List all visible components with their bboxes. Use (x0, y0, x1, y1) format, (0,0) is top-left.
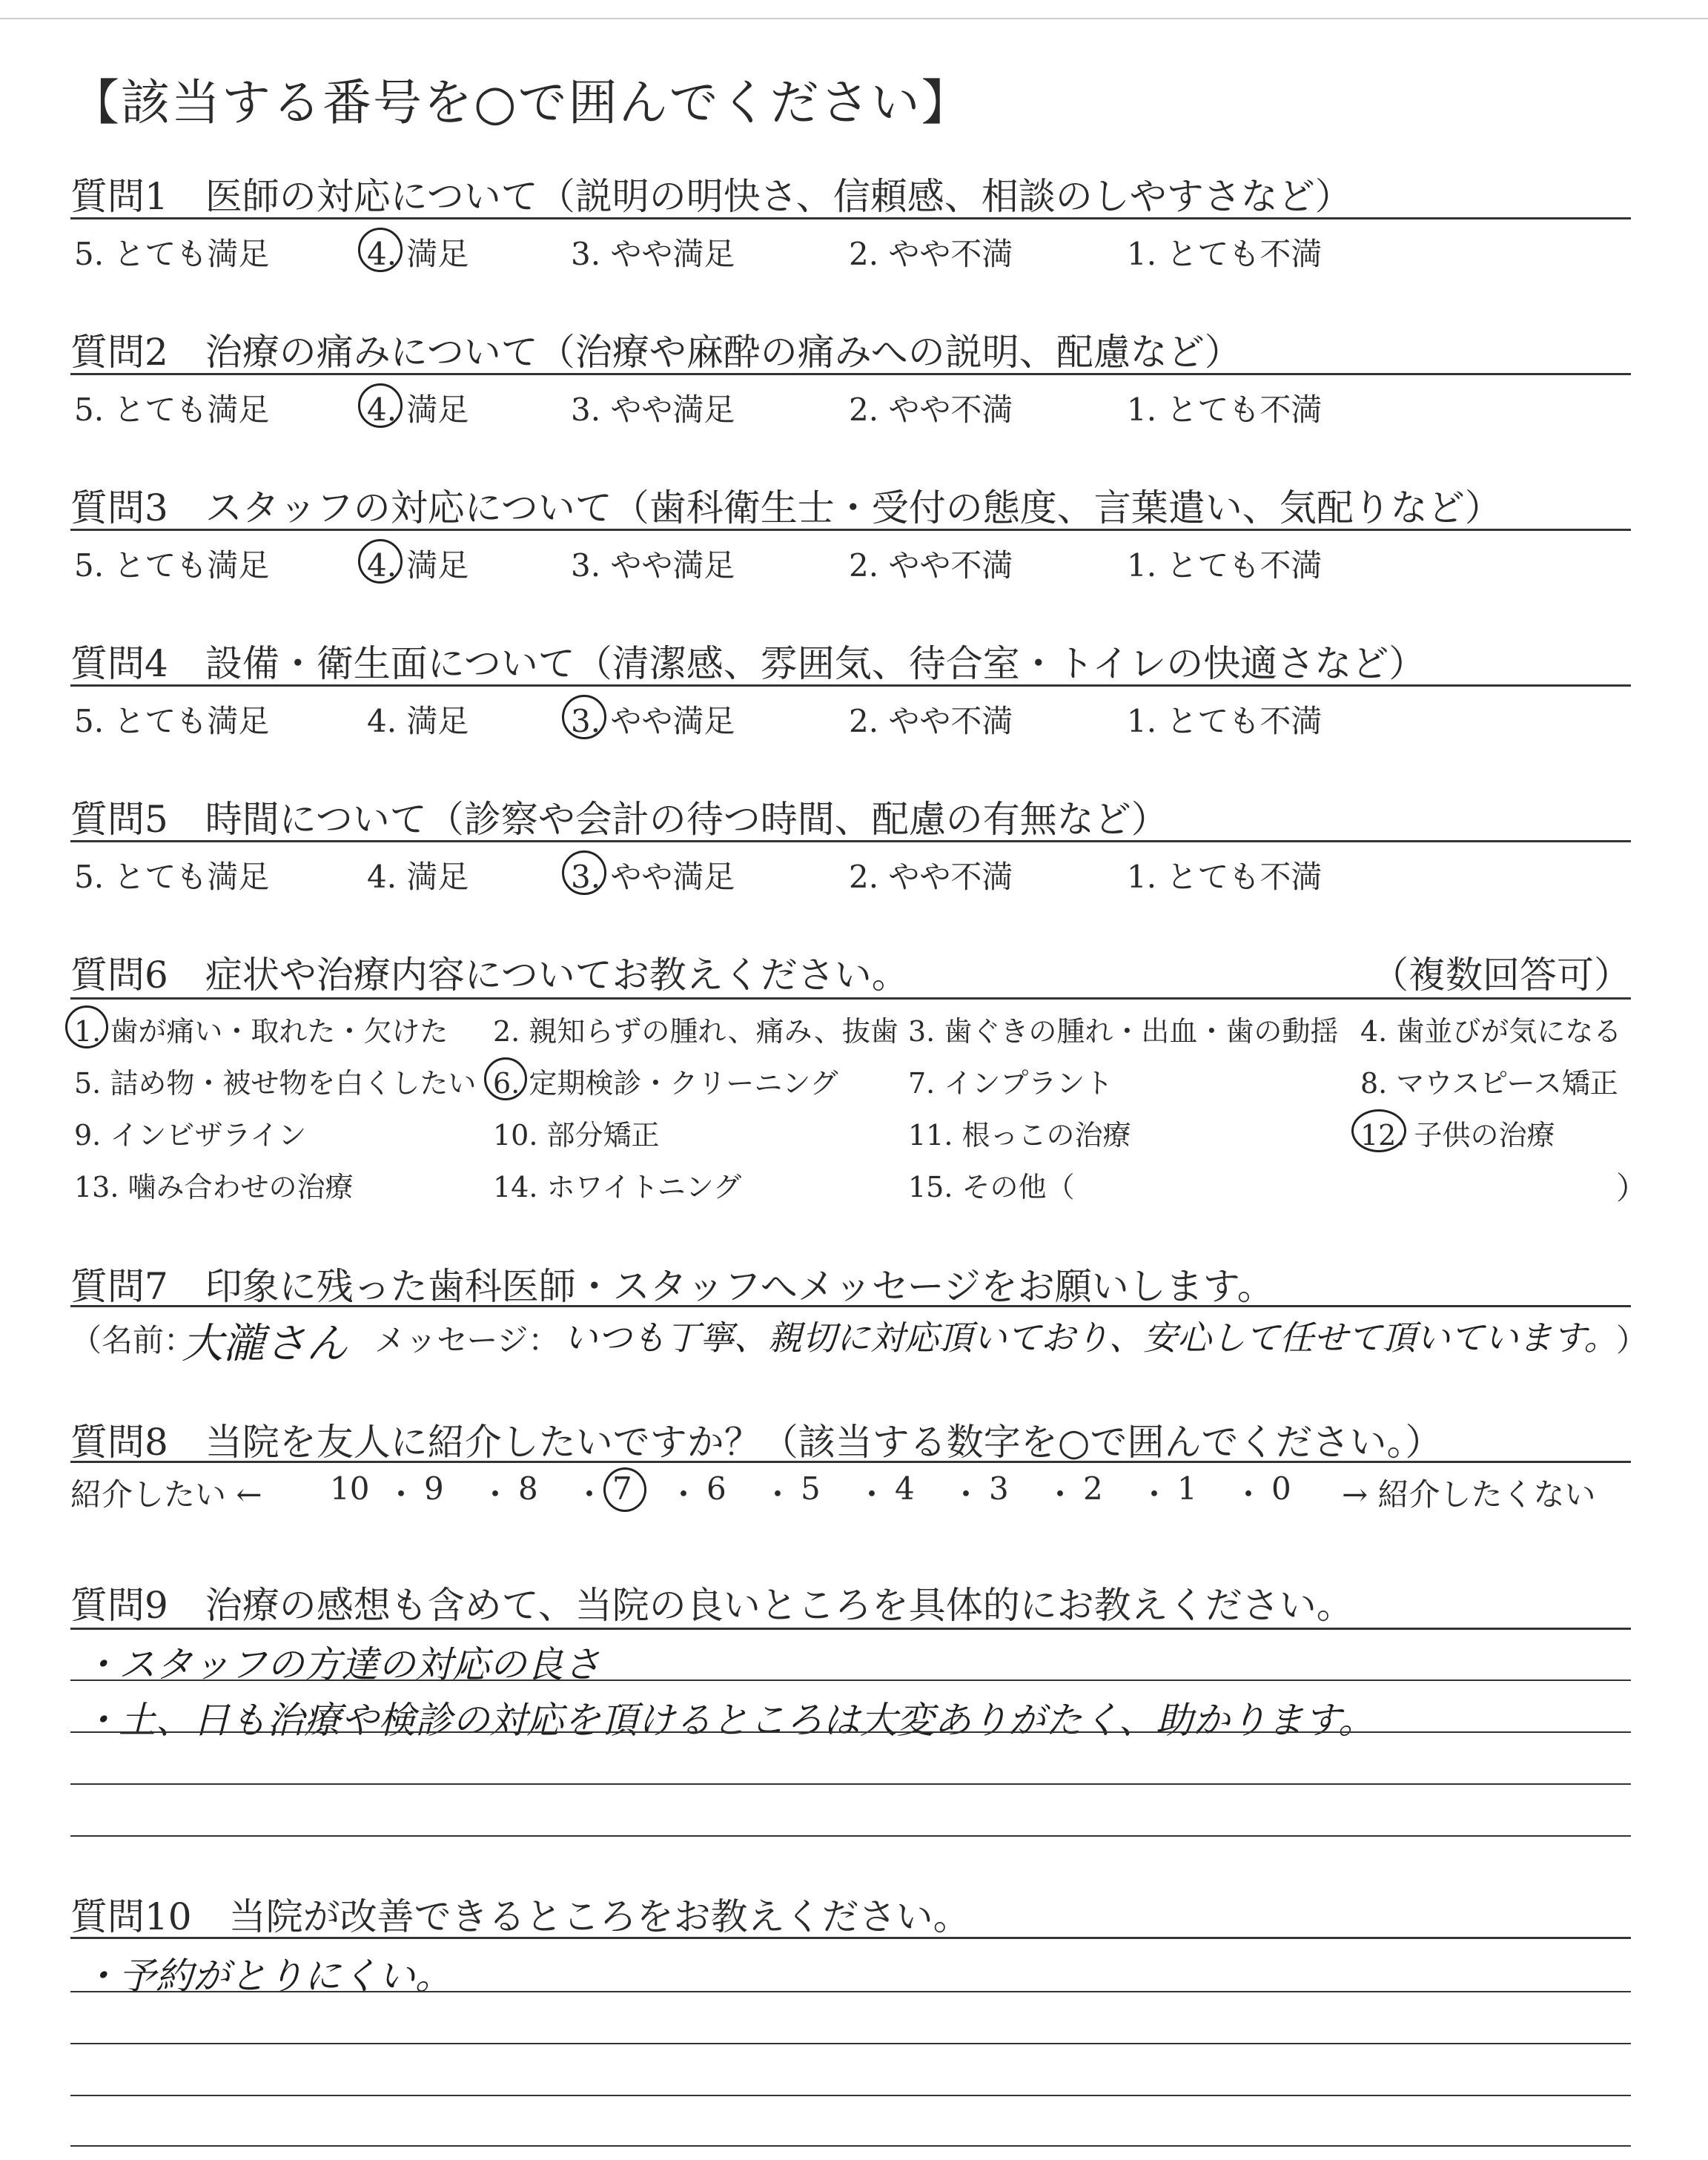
q6-option-3[interactable]: 3. 歯ぐきの腫れ・出血・歯の動揺 (908, 1015, 1339, 1048)
question-5-label: 質問5 時間について（診察や会計の待つ時間、配慮の有無など） (70, 798, 1168, 841)
q8-separator: ・ (856, 1476, 888, 1513)
q8-separator: ・ (574, 1476, 606, 1513)
question-5-option-2[interactable]: 2. やや不満 (849, 859, 1013, 895)
q8-separator: ・ (950, 1476, 982, 1513)
q8-number-6[interactable]: 6 (706, 1470, 726, 1507)
q6-label: 質問6 症状や治療内容についてお教えください。 (70, 954, 909, 997)
question-2-option-4[interactable]: 4. 満足 (367, 392, 469, 428)
question-5-option-1[interactable]: 1. とても不満 (1127, 859, 1323, 895)
question-4-option-4[interactable]: 4. 満足 (367, 703, 469, 739)
q7-name-value: 大瀧さん (182, 1320, 348, 1368)
q10-line-4 (70, 2145, 1631, 2147)
q8-number-0[interactable]: 0 (1271, 1470, 1291, 1507)
q6-option-12[interactable]: 12. 子供の治療 (1360, 1119, 1555, 1152)
q9-rule (70, 1628, 1631, 1630)
q10-rule (70, 1937, 1631, 1939)
question-4-option-3[interactable]: 3. やや満足 (571, 703, 735, 739)
question-3-answer-circle (358, 539, 403, 584)
q8-number-7[interactable]: 7 (612, 1470, 632, 1507)
q8-separator: ・ (1045, 1476, 1076, 1513)
question-1-answer-circle (358, 228, 403, 272)
question-3-option-1[interactable]: 1. とても不満 (1127, 547, 1323, 584)
q6-option-8[interactable]: 8. マウスピース矯正 (1360, 1067, 1618, 1100)
q6-option-15[interactable]: 15. その他（ (908, 1171, 1075, 1203)
q6-option-13[interactable]: 13. 噛み合わせの治療 (74, 1171, 354, 1203)
q10-answer-1: ・予約がとりにくい。 (82, 1955, 452, 1998)
q8-separator: ・ (668, 1476, 700, 1513)
scan-edge-line (0, 18, 1708, 19)
question-5-option-3[interactable]: 3. やや満足 (571, 859, 735, 895)
question-5-option-5[interactable]: 5. とても満足 (74, 859, 270, 895)
q6-option-4[interactable]: 4. 歯並びが気になる (1360, 1015, 1622, 1048)
question-2-option-5[interactable]: 5. とても満足 (74, 392, 270, 428)
q7-close-paren: ） (1616, 1322, 1648, 1358)
q8-separator: ・ (1139, 1476, 1171, 1513)
question-3-label: 質問3 スタッフの対応について（歯科衛生士・受付の態度、言葉遣い、気配りなど） (70, 486, 1502, 529)
question-2-option-3[interactable]: 3. やや満足 (571, 392, 735, 428)
q9-label: 質問9 治療の感想も含めて、当院の良いところを具体的にお教えください。 (70, 1584, 1354, 1627)
q6-note: （複数回答可） (1371, 954, 1631, 997)
q8-number-10[interactable]: 10 (330, 1470, 370, 1507)
q8-separator: ・ (1233, 1476, 1265, 1513)
q9-line-3 (70, 1783, 1631, 1785)
question-3-rule (70, 529, 1631, 531)
question-4-option-2[interactable]: 2. やや不満 (849, 703, 1013, 739)
q6-answer-circle (65, 1005, 108, 1048)
question-3-option-3[interactable]: 3. やや満足 (571, 547, 735, 584)
question-4-label: 質問4 設備・衛生面について（清潔感、雰囲気、待合室・トイレの快適さなど） (70, 642, 1426, 685)
question-4-rule (70, 684, 1631, 687)
question-2-rule (70, 373, 1631, 375)
question-1-option-2[interactable]: 2. やや不満 (849, 236, 1013, 272)
q8-number-5[interactable]: 5 (801, 1470, 821, 1507)
question-1-option-4[interactable]: 4. 満足 (367, 236, 469, 272)
question-4-option-1[interactable]: 1. とても不満 (1127, 703, 1323, 739)
q8-answer-circle (603, 1467, 646, 1512)
q7-message-value: いつも丁寧、親切に対応頂いており、安心して任せて頂いています。 (563, 1318, 1618, 1358)
q8-rule (70, 1461, 1631, 1463)
q8-separator: ・ (762, 1476, 794, 1513)
q9-answer-2: ・土、日も治療や検診の対応を頂けるところは大変ありがたく、助かります。 (82, 1699, 1375, 1742)
q9-line-4 (70, 1835, 1631, 1837)
q8-number-1[interactable]: 1 (1177, 1470, 1197, 1507)
q9-line-2 (70, 1731, 1631, 1733)
q8-number-8[interactable]: 8 (518, 1470, 538, 1507)
q6-option-2[interactable]: 2. 親知らずの腫れ、痛み、抜歯 (493, 1015, 898, 1048)
question-4-option-5[interactable]: 5. とても満足 (74, 703, 270, 739)
page-title: 【該当する番号を○で囲んでください】 (70, 74, 972, 131)
q6-option-7[interactable]: 7. インプラント (908, 1067, 1113, 1100)
q8-number-9[interactable]: 9 (424, 1470, 444, 1507)
q8-label: 質問8 当院を友人に紹介したいですか？（該当する数字を○で囲んでください。） (70, 1421, 1443, 1464)
q8-number-3[interactable]: 3 (989, 1470, 1009, 1507)
q10-line-3 (70, 2095, 1631, 2096)
question-1-rule (70, 217, 1631, 219)
question-2-option-2[interactable]: 2. やや不満 (849, 392, 1013, 428)
q8-separator: ・ (480, 1476, 512, 1513)
question-4-answer-circle (562, 695, 606, 739)
q6-option-6[interactable]: 6. 定期検診・クリーニング (493, 1067, 838, 1100)
q6-option-11[interactable]: 11. 根っこの治療 (908, 1119, 1131, 1152)
q7-rule (70, 1305, 1631, 1307)
q6-option-9[interactable]: 9. インビザライン (74, 1119, 307, 1152)
q10-line-2 (70, 2043, 1631, 2044)
q8-left-label: 紹介したい ← (70, 1476, 262, 1513)
q8-separator: ・ (385, 1476, 417, 1513)
q9-answer-1: ・スタッフの方達の対応の良さ (82, 1643, 600, 1686)
question-1-label: 質問1 医師の対応について（説明の明快さ、信頼感、相談のしやすさなど） (70, 175, 1352, 218)
question-1-option-1[interactable]: 1. とても不満 (1127, 236, 1323, 272)
question-1-option-5[interactable]: 5. とても満足 (74, 236, 270, 272)
q6-option-10[interactable]: 10. 部分矯正 (493, 1119, 660, 1152)
question-5-rule (70, 840, 1631, 842)
q6-rule (70, 997, 1631, 1000)
question-3-option-2[interactable]: 2. やや不満 (849, 547, 1013, 584)
q6-close-paren: ） (1616, 1170, 1648, 1206)
q8-number-4[interactable]: 4 (895, 1470, 915, 1507)
question-2-answer-circle (358, 383, 403, 428)
q8-right-label: → 紹介したくない (1342, 1476, 1596, 1513)
q6-option-5[interactable]: 5. 詰め物・被せ物を白くしたい (74, 1067, 477, 1100)
q6-option-1[interactable]: 1. 歯が痛い・取れた・欠けた (74, 1015, 448, 1048)
question-1-option-3[interactable]: 3. やや満足 (571, 236, 735, 272)
q6-answer-circle (484, 1057, 527, 1100)
q8-number-2[interactable]: 2 (1083, 1470, 1103, 1507)
q7-name-label: （名前： (70, 1322, 196, 1358)
question-2-option-1[interactable]: 1. とても不満 (1127, 392, 1323, 428)
q10-line-1 (70, 1991, 1631, 1992)
question-2-label: 質問2 治療の痛みについて（治療や麻酔の痛みへの説明、配慮など） (70, 331, 1242, 374)
q7-message-label: メッセージ： (374, 1322, 560, 1358)
q6-answer-circle (1351, 1109, 1406, 1152)
question-5-option-4[interactable]: 4. 満足 (367, 859, 469, 895)
q9-line-1 (70, 1680, 1631, 1681)
q6-option-14[interactable]: 14. ホワイトニング (493, 1171, 742, 1203)
q7-label: 質問7 印象に残った歯科医師・スタッフへメッセージをお願いします。 (70, 1265, 1274, 1308)
question-5-answer-circle (562, 851, 606, 895)
question-3-option-5[interactable]: 5. とても満足 (74, 547, 270, 584)
q10-label: 質問10 当院が改善できるところをお教えください。 (70, 1895, 970, 1938)
question-3-option-4[interactable]: 4. 満足 (367, 547, 469, 584)
